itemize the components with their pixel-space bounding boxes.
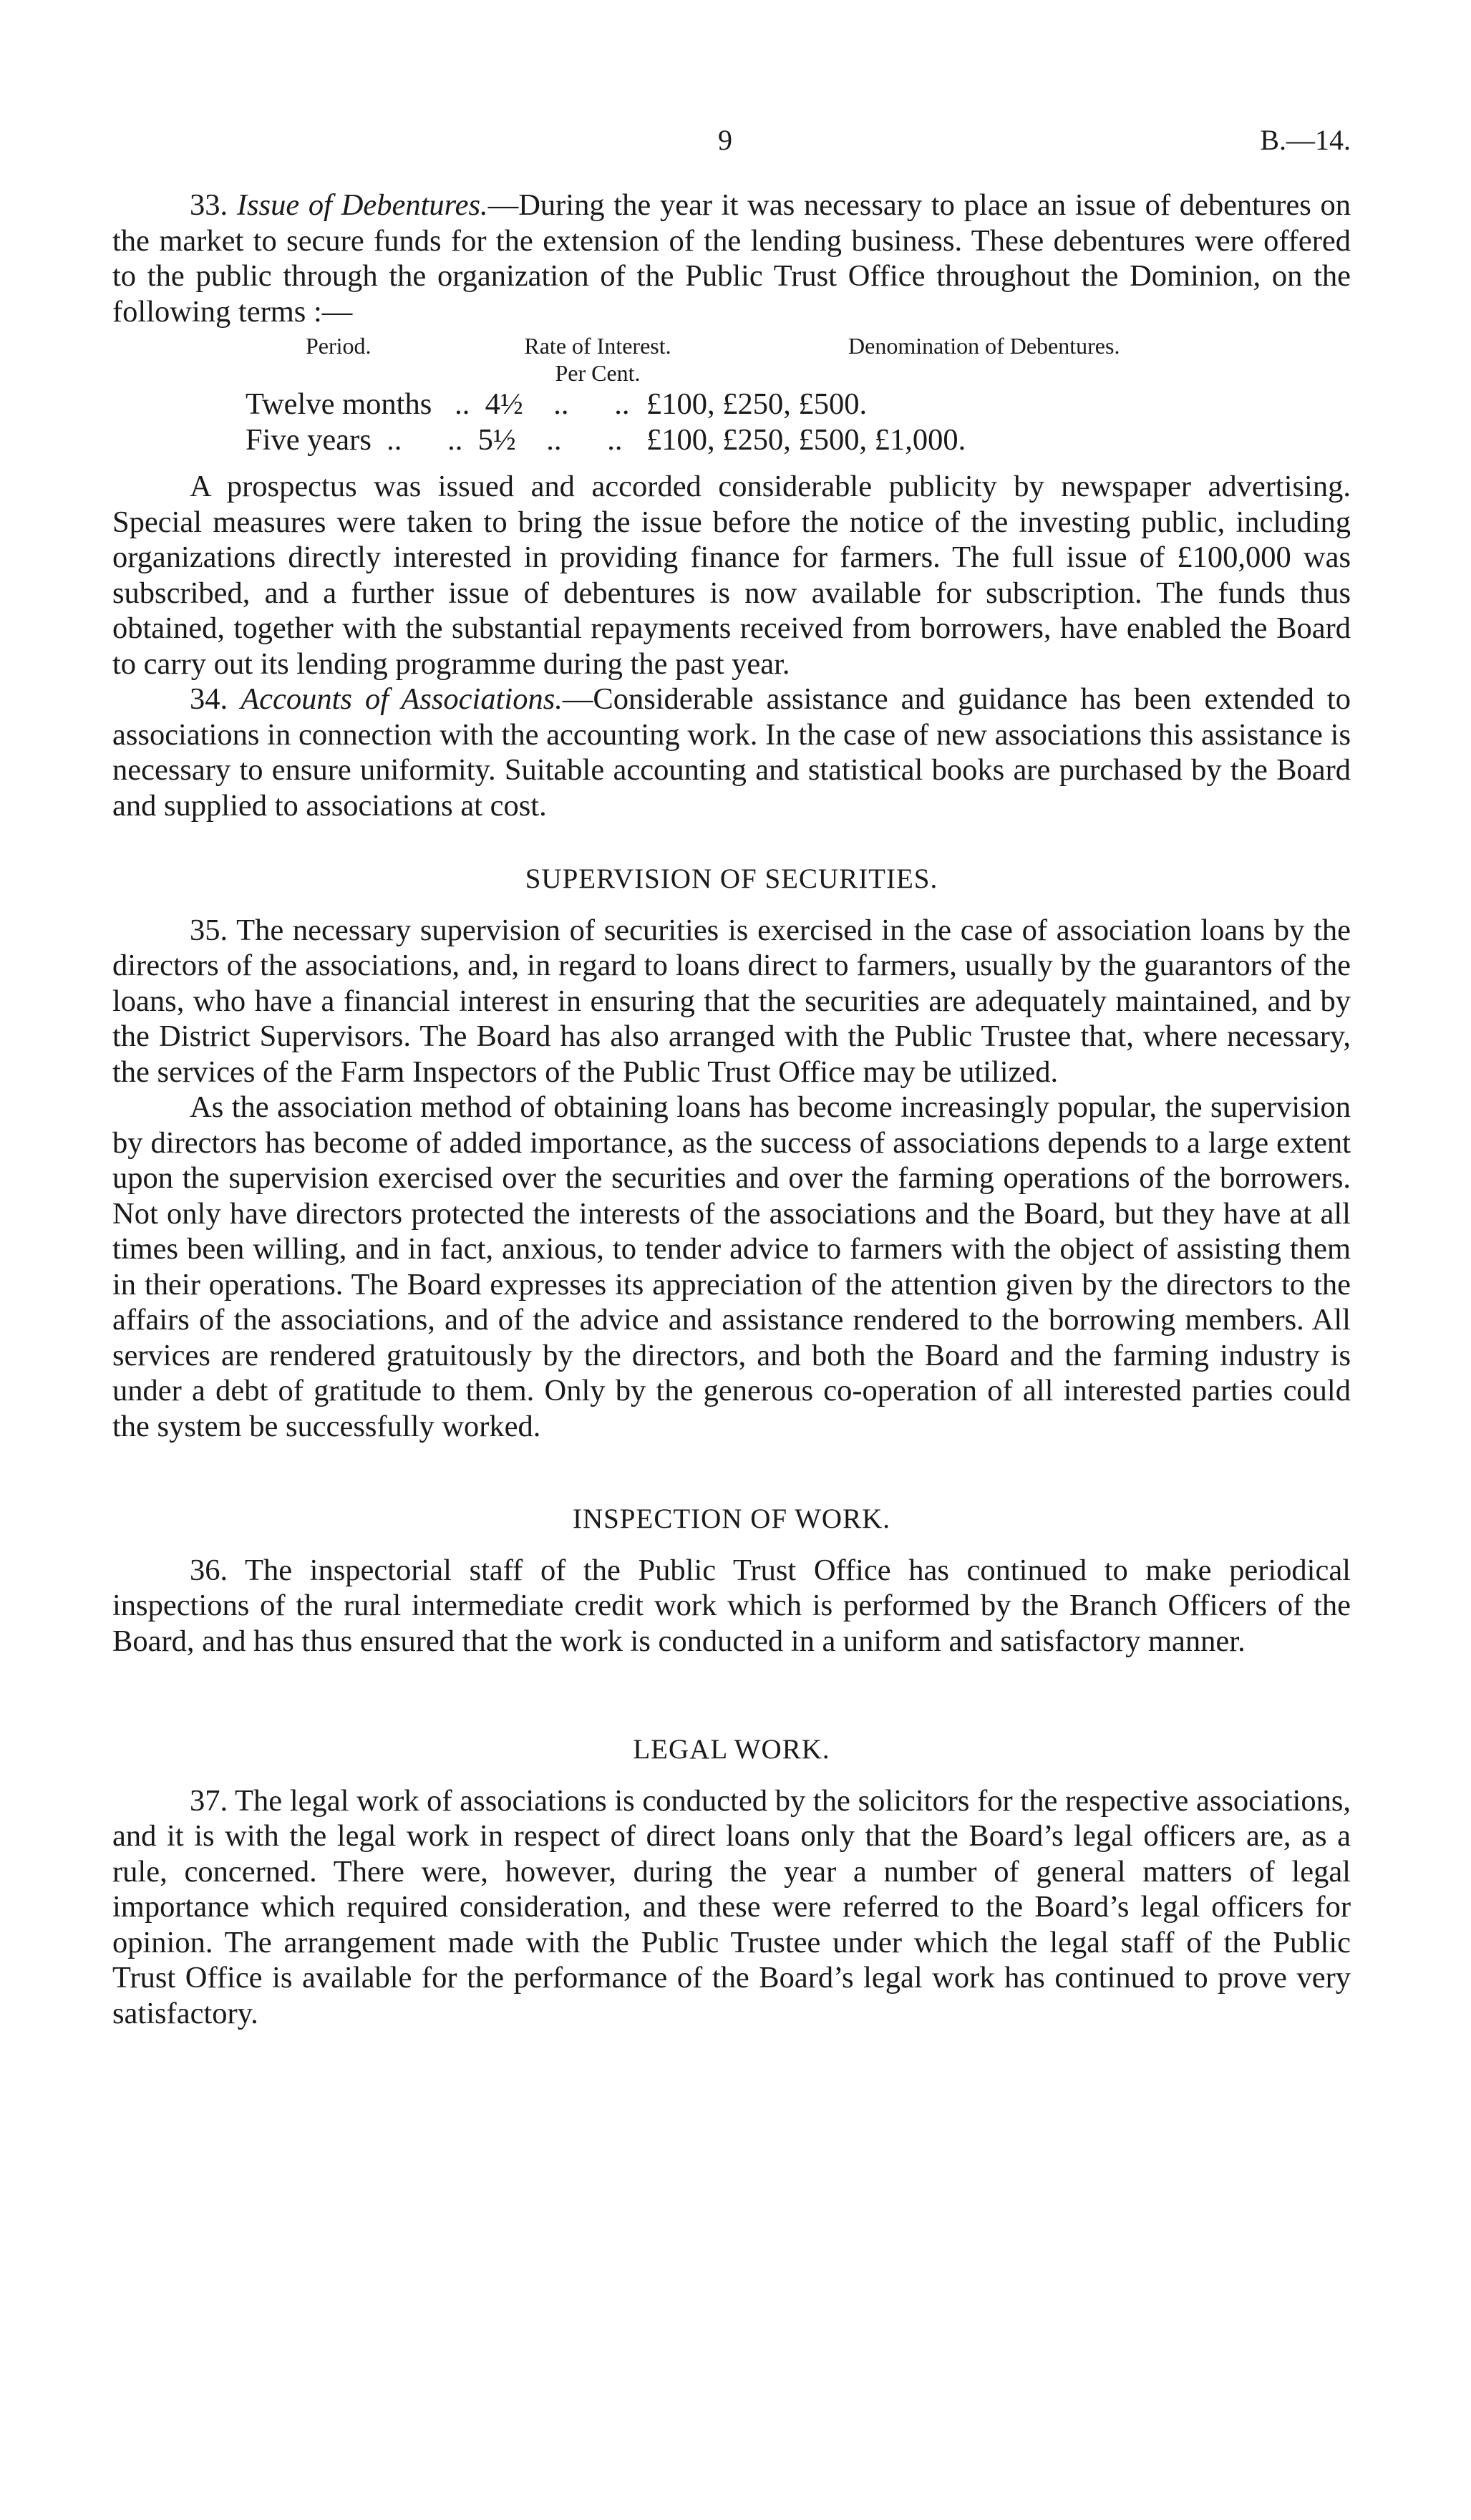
rate-header-sub: Per Cent. — [555, 360, 641, 386]
paragraph-35-continued: As the association method of obtaining loans has become increasingly popular, the supervision by directors has become of added importance, as the success of associations depends to a large extent upon the supervision exercised over the securities and over the farming operations of the borrowers. Not only have directors protected the interests of the associations and the Board, but they have at all times been willing, and in fact, anxious, to tender advice to farmers with the object of assisting them in their operations. The Board expresses its appreciation of the attention given by the directors to the affairs of the associations, and of the advice and assistance rendered to the borrowing members. All services are rendered gratuitously by the directors, and both the Board and the farming industry is under a debt of gratitude to them. Only by the generous co-operation of all interested parties could the system be successfully worked. — [112, 1090, 1351, 1443]
column-header-period: Period. — [306, 333, 372, 359]
page-header — [0, 123, 1471, 166]
paragraph-33-continued: A prospectus was issued and accorded considerable publicity by newspaper advertising. Special measures were taken to bring the issue before the notice of the investing public, including organizations directly interested in providing finance for farmers. The full issue of £100,000 was subscribed, and a further issue of debentures is now available for subscription. The funds thus obtained, together with the substantial repayments received from borrowers, have enabled the Board to carry out its lending programme during the past year. — [112, 470, 1351, 681]
table-header — [112, 332, 1351, 387]
table-row — [112, 422, 1351, 458]
column-header-rate — [476, 332, 719, 387]
paragraph-heading: Accounts of Associations. — [241, 682, 563, 716]
document-body — [112, 188, 1351, 2031]
page-number: 9 — [718, 124, 732, 156]
paragraph-number: 34. — [190, 682, 228, 716]
paragraph-heading: Issue of Debentures. — [236, 188, 488, 222]
column-header-denomination: Denomination of Debentures. — [848, 333, 1120, 359]
table-row — [112, 387, 1351, 422]
paragraph-34 — [112, 682, 1351, 823]
debenture-terms-table — [112, 332, 1351, 458]
paragraph-number: 33. — [190, 188, 228, 222]
section-heading-supervision: SUPERVISION OF SECURITIES. — [525, 863, 938, 894]
paragraph-35: 35. The necessary supervision of securities is exercised in the case of association loans by the directors of the associations, and, in regard to loans direct to farmers, usually by the guarantors of the loans, who have a financial interest in ensuring that the securities are adequately maintained, and by the District Supervisors. The Board has also arranged with the Public Trustee that, where necessary, the services of the Farm Inspectors of the Public Trust Office may be utilized. — [112, 913, 1351, 1089]
paragraph-33 — [112, 188, 1351, 329]
paragraph-text: —Considerable assistance and guidance has been extended to associations in connection with the accounting work. In the case of new associations this assistance is necessary to ensure uniformity. Suitable accounting and statistical books are purchased by the Board and supplied to associations at cost. — [112, 682, 1351, 823]
row-denomination: £100, £250, £500, £1,000. — [646, 423, 966, 457]
row-period-rate: Five years .. .. 5½ .. .. — [246, 423, 623, 457]
row-denomination: £100, £250, £500. — [646, 387, 868, 421]
document-reference: B.—14. — [1260, 124, 1351, 156]
paragraph-37: 37. The legal work of associations is conducted by the solicitors for the respective associations, and it is with the legal work in respect of direct loans only that the Board’s legal officers are, as a rule, concerned. There were, however, during the year a number of general matters of legal importance which required consideration, and these were referred to the Board’s legal officers for opinion. The arrangement made with the Public Trustee under which the legal staff of the Public Trust Office is available for the performance of the Board’s legal work has continued to prove very satisfactory. — [112, 1783, 1351, 2030]
paragraph-text: —During the year it was necessary to place an issue of debentures on the market to secure funds for the extension of the lending business. These debentures were offered to the public through the organization of the Public Trust Office throughout the Dominion, on the following terms :— — [112, 188, 1351, 329]
paragraph-36: 36. The inspectorial staff of the Public Trust Office has continued to make periodical inspections of the rural intermediate credit work which is performed by the Branch Officers of the Board, and has thus ensured that the work is conducted in a uniform and satisfactory manner. — [112, 1553, 1351, 1658]
section-heading-legal: LEGAL WORK. — [633, 1734, 830, 1765]
rate-header-label: Rate of Interest. — [524, 333, 671, 359]
row-period-rate: Twelve months .. 4½ .. .. — [246, 387, 630, 421]
section-heading-inspection: INSPECTION OF WORK. — [572, 1503, 891, 1534]
